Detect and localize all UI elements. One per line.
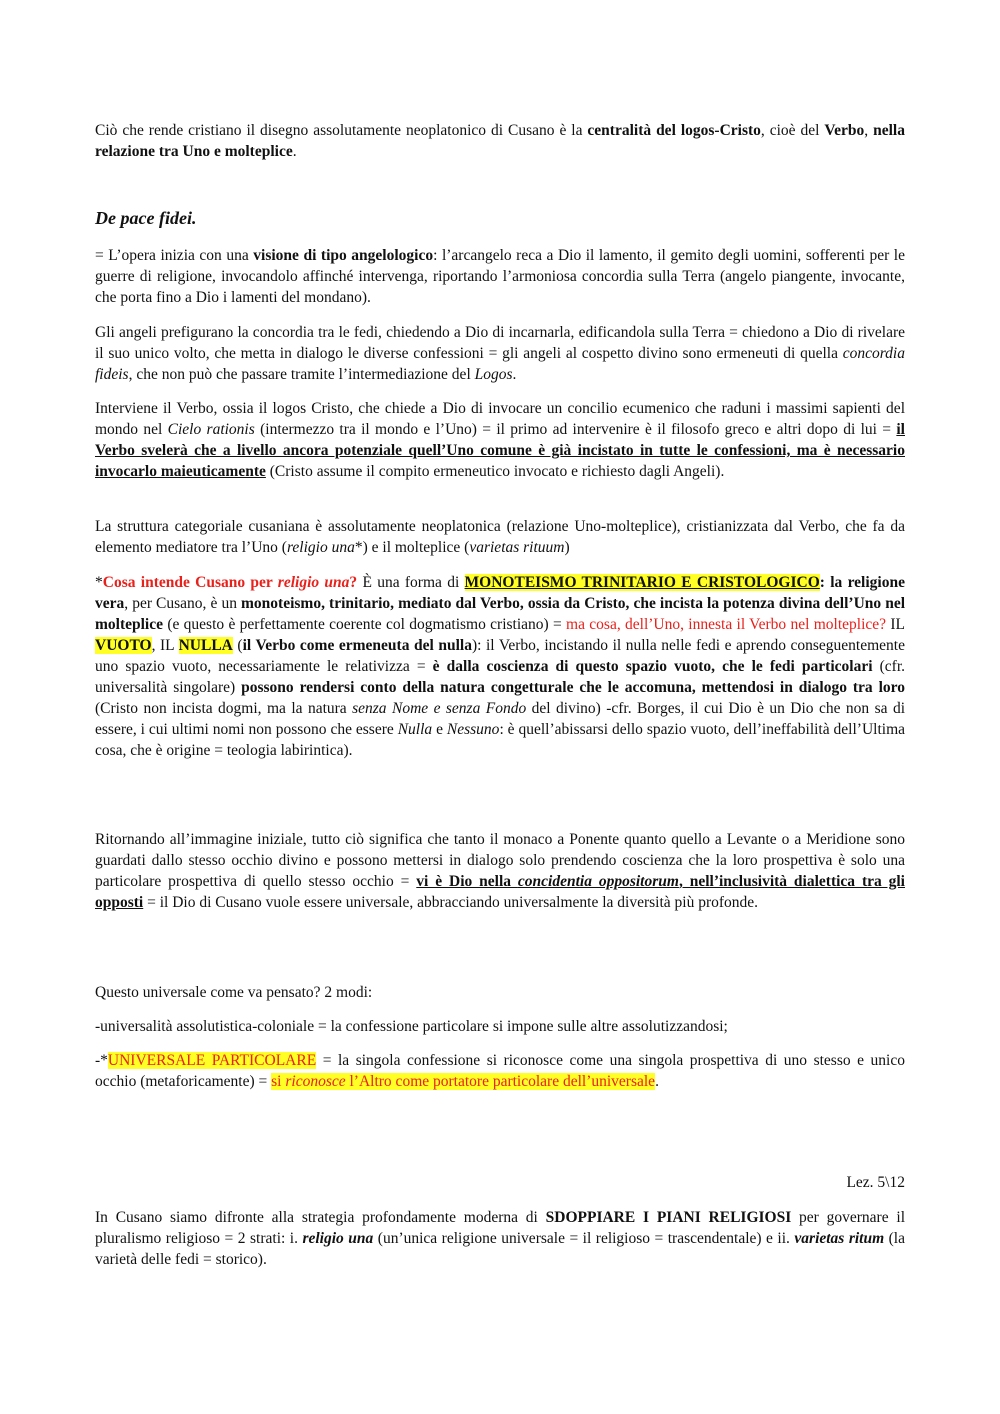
list-item-universalita: -universalità assolutistica-coloniale = la confessione particolare si impone sulle altre assolutizzandosi; — [95, 1018, 728, 1035]
section-heading: De pace fidei. — [95, 208, 197, 228]
paragraph-sdoppiare: In Cusano siamo difronte alla strategia profondamente moderna di SDOPPIARE I PIANI RELIGIOSI per governare il pluralismo religioso = 2 strati: i. religio una (un’unica religione universale = il religioso = trascendentale) e ii. varietas ritum (la varietà delle fedi = storico). — [95, 1209, 906, 1268]
highlight-nulla: NULLA — [178, 637, 233, 654]
paragraph-angels: Gli angeli prefigurano la concordia tra le fedi, chiedendo a Dio di incarnarla, edificandola sulla Terra = chiedono a Dio di rivelare il suo unico volto, che metta in dialogo le diverse confessioni = gli angeli al cospetto divino sono ermeneuti di quella concordia fideis, che non può che passare tramite l’intermediazione del Logos. — [95, 324, 905, 383]
paragraph-verbo: Interviene il Verbo, ossia il logos Cristo, che chiede a Dio di invocare un concilio ecumenico che raduni i massimi sapienti del mondo nel Cielo rationis (intermezzo tra il mondo e l’Uno) = il primo ad intervenire è il filosofo greco e altri dopo di lui = il Verbo svelerà che a livello ancora potenziale quell’Uno comune è già incistato in tutte le confessioni, ma è necessario invocarlo maieuticamente (Cristo assume il compito ermeneutico invocato e richiesto dagli Angeli). — [95, 400, 905, 480]
intro-paragraph: Ciò che rende cristiano il disegno assolutamente neoplatonico di Cusano è la centralità del logos-Cristo, cioè del Verbo, nella relazione tra Uno e molteplice. — [95, 122, 905, 160]
highlight-monoteismo: MONOTEISMO TRINITARIO E CRISTOLOGICO — [464, 574, 820, 591]
paragraph-structure: La struttura categoriale cusaniana è assolutamente neoplatonica (relazione Uno-molteplice), cristianizzata dal Verbo, che fa da elemento mediatore tra l’Uno (religio una*) e il molteplice (varietas rituum) — [95, 518, 905, 556]
highlight-universale-particolare: UNIVERSALE PARTICOLARE — [107, 1052, 317, 1069]
paragraph-religio-una: *Cosa intende Cusano per religio una? È una forma di MONOTEISMO TRINITARIO E CRISTOLOGICO: la religione vera, per Cusano, è un monoteismo, trinitario, mediato dal Verbo, ossia da Cristo, che incista la potenza divina dell’Uno nel molteplice (e questo è perfettamente coerente col dogmatismo cristiano) = ma cosa, dell’Uno, innesta il Verbo nel molteplice? IL VUOTO, IL NULLA (il Verbo come ermeneuta del nulla): il Verbo, incistando il nulla nelle fedi e aprendo conseguentemente uno spazio vuoto, necessariamente le relativizza = è dalla coscienza di questo spazio vuoto, che le fedi particolari (cfr. universalità singolare) possono rendersi conto della natura congetturale che le accomuna, mettendosi in dialogo tra loro (Cristo non incista dogmi, ma la natura senza Nome e senza Fondo del divino) -cfr. Borges, il cui Dio è un Dio che non sa di essere, i cui ultimi nomi non possono che essere Nulla e Nessuno: è quell’abissarsi dello spazio vuoto, dell’ineffabilità dell’Ultima cosa, che è origine = teologia labirintica). — [95, 574, 906, 759]
lesson-label: Lez. 5\12 — [846, 1174, 905, 1191]
paragraph-immagine-iniziale: Ritornando all’immagine iniziale, tutto ciò significa che tanto il monaco a Ponente quanto quello a Levante o a Meridione sono guardati dallo stesso occhio divino e possono mettersi in dialogo solo prendendo coscienza che la loro prospettiva è solo una particolare prospettiva di quello stesso occhio = vi è Dio nella concidentia oppositorum, nell’inclusività dialettica tra gli opposti = il Dio di Cusano vuole essere universale, abbracciando universalmente la diversità più profonde. — [95, 831, 905, 911]
paragraph-angelology: = L’opera inizia con una visione di tipo angelologico: l’arcangelo reca a Dio il lamento, il gemito degli uomini, sofferenti per le guerre di religione, invocandolo affinché intervenga, riportando l’armoniosa concordia sulla Terra (angelo piangente, invocante, che porta fino a Dio i lamenti del mondano). — [95, 247, 905, 306]
paragraph-question: Questo universale come va pensato? 2 modi: — [95, 984, 373, 1001]
highlight-vuoto: VUOTO — [95, 637, 152, 654]
list-item-universale-particolare: -*UNIVERSALE PARTICOLARE = la singola confessione si riconosce come una singola prospettiva di uno stesso e unico occhio (metaforicamente) = si riconosce l’Altro come portatore particolare dell’universale. — [95, 1052, 905, 1090]
